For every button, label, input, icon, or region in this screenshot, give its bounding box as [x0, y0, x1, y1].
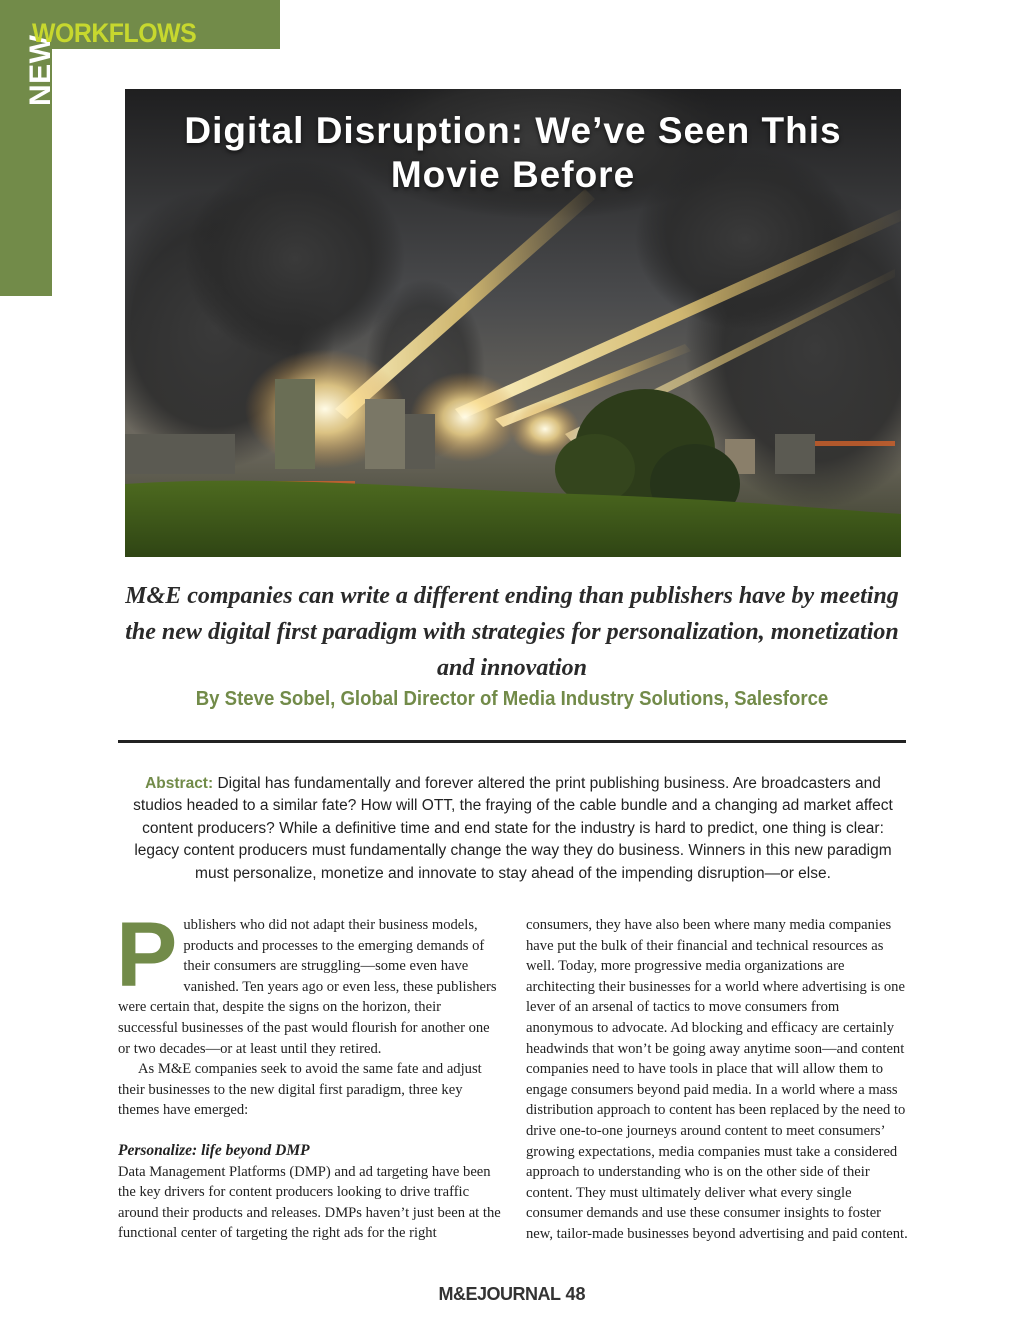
body-paragraph-1: [116, 904, 502, 1059]
body-column-left: [116, 904, 502, 1244]
paragraph-1-text: ublishers who did not adapt their business models, products and processes to the emerging demands of their consumers are struggling—some even have vanished. Ten years ago or even less, these publishers were certain that, despite the signs on the horizon, their successful businesses of the past would flourish for another one or two decades—or at least until they retired.: [118, 917, 497, 1057]
section-subhead: Personalize: life beyond DMP: [118, 1141, 310, 1159]
author-byline: By Steve Sobel, Global Director of Media Industry Solutions, Salesforce: [195, 688, 829, 710]
drop-cap: P: [116, 904, 178, 1006]
abstract: [122, 773, 904, 885]
body-paragraph-3: Data Management Platforms (DMP) and ad targeting have been the key drivers for content producers looking to drive traffic around their products and releases. DMPs haven’t just been at the functional center of targeting the right ads for the right: [118, 1163, 501, 1242]
abstract-label: Abstract:: [145, 775, 214, 792]
hero-image: [125, 89, 901, 557]
section-tag: NEW: [24, 34, 57, 106]
article-title: Digital Disruption: We’ve Seen This Movie Before: [184, 110, 842, 195]
footer-journal: JOURNAL: [476, 1284, 561, 1304]
page-footer: [0, 1284, 1024, 1305]
section-name: WORKFLOWS: [32, 18, 197, 48]
footer-brand: M&E: [438, 1284, 477, 1304]
body-paragraph-4: consumers, they have also been where many media companies have put the bulk of their financial and technical resources as well. Today, more progressive media organizations are architecting their businesses for a world where advertising is one lever of an arsenal of tactics to move consumers from anonymous to advocate. Ad blocking and efficacy are certainly headwinds that won’t be going away anytime soon—and content companies need to have tools in place that will allow them to engage consumers beyond paid media. In a world where a mass distribution approach to content has been replaced by the need to drive one-to-one journeys around content to meet consumers’ growing expectations, media companies must take a considered approach to understanding who is on the other side of their content. They must ultimately deliver what every single consumer demands and use these consumer insights to foster new, tailor-made businesses beyond advertising and paid content.: [526, 917, 908, 1242]
divider-rule: [118, 740, 906, 743]
page-number: 48: [565, 1284, 586, 1304]
body-column-right: [526, 915, 910, 1245]
abstract-text: Digital has fundamentally and forever altered the print publishing business. Are broadcasters and studios headed to a similar fate? How will OTT, the fraying of the cable bundle and a changing ad market affect content producers? While a definitive time and end state for the industry is hard to predict, one thing is clear: legacy content producers must fundamentally change the way they do business. Winners in this new paradigm must personalize, monetize and innovate to stay ahead of the impending disruption—or else.: [133, 775, 893, 882]
article-deck: M&E companies can write a different ending than publishers have by meeting the new digital first paradigm with strategies for personalization, monetization and innovation: [125, 583, 899, 681]
body-paragraph-2: As M&E companies seek to avoid the same fate and adjust their businesses to the new digital first paradigm, three key themes have emerged:: [118, 1061, 482, 1119]
